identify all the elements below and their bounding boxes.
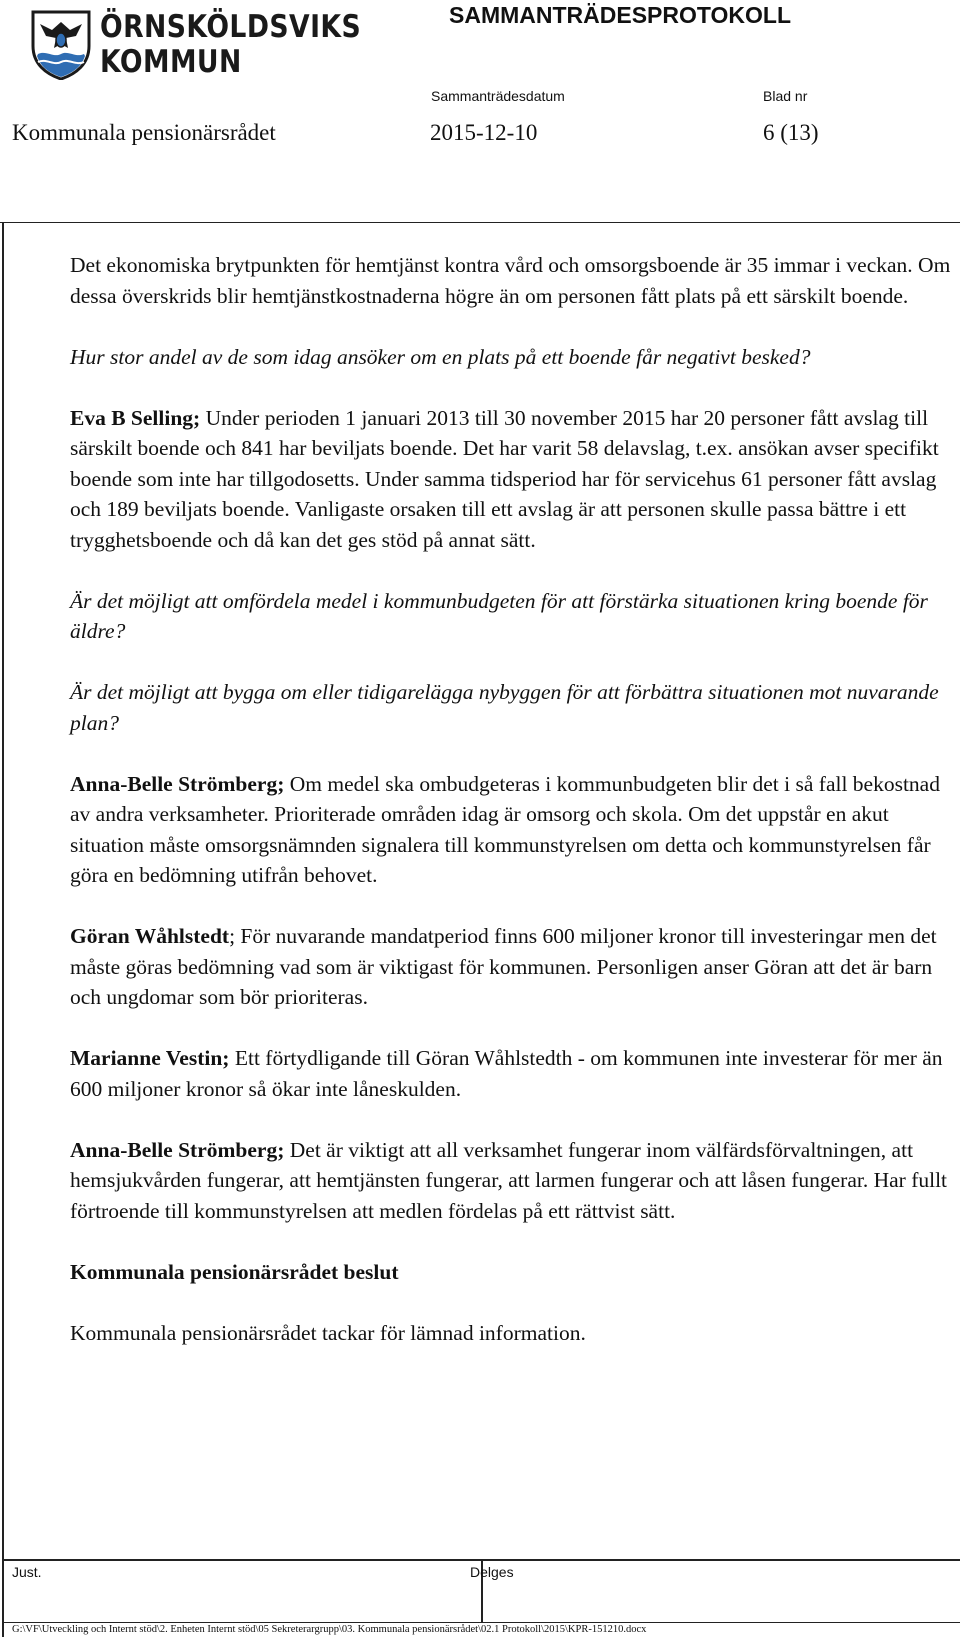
speaker-name: Eva B Selling; bbox=[70, 405, 201, 430]
logo-line-2: KOMMUN bbox=[100, 44, 242, 80]
date-label: Sammanträdesdatum bbox=[431, 88, 565, 104]
delges-label: Delges bbox=[470, 1564, 514, 1580]
minutes-body bbox=[70, 250, 955, 1379]
paragraph: Det ekonomiska brytpunkten för hemtjänst kontra vård och omsorgsboende är 35 immar i veckan. Om dessa överskrids blir hemtjänstkostnaderna högre än om personen fått plats på ett särskilt boende. bbox=[70, 253, 951, 308]
speaker-name: Marianne Vestin; bbox=[70, 1046, 230, 1070]
meeting-date: 2015-12-10 bbox=[430, 120, 538, 145]
logo-line-1: ÖRNSKÖLDSVIKS bbox=[100, 9, 362, 45]
decision-heading: Kommunala pensionärsrådet beslut bbox=[70, 1259, 399, 1284]
logo-wordmark bbox=[100, 10, 361, 80]
statement bbox=[70, 403, 955, 556]
municipality-logo bbox=[30, 9, 362, 82]
statement bbox=[70, 921, 955, 1013]
page-number: 6 (13) bbox=[763, 120, 819, 145]
question: Är det möjligt att bygga om eller tidigarelägga nybyggen för att förbättra situationen mot nuvarande plan? bbox=[70, 680, 939, 735]
statement-text: Under perioden 1 januari 2013 till 30 november 2015 har 20 personer fått avslag till särskilt boende och 841 har beviljats boende. Det har varit 58 delavslag, t.ex. ansökan avser specifikt boende som inte har tillgodosetts. Under samma tidsperiod har för servicehus 61 personer fått avslag och 189 beviljats boende. Vanligaste orsaken till ett avslag är att personen skulle passa bättre i ett trygghetsboende och då kan det ges stöd på annat sätt. bbox=[70, 405, 939, 552]
statement bbox=[70, 769, 955, 891]
file-path: G:\VF\Utveckling och Internt stöd\2. Enheten Internt stöd\05 Sekreterargrupp\03. Kommunala pensionärsrådet\02.1 Protokoll\2015\KPR-151210.docx bbox=[12, 1624, 647, 1635]
statement-text: ; För nuvarande mandatperiod finns 600 miljoner kronor till investeringar men det måste göras bedömning vad som är viktigast för kommunen. Personligen anser Göran att det är barn och ungdomar som bör prioriteras. bbox=[70, 924, 937, 1009]
statement-text: Det är viktigt att all verksamhet fungerar inom välfärdsförvaltningen, att hemsjukvården fungerar, att hemtjänsten fungerar, att larmen fungerar och att låsen fungerar. Har fullt förtroende till kommunstyrelsen att medlen fördelas på ett rättvist sätt. bbox=[70, 1137, 948, 1223]
speaker-name: Anna-Belle Strömberg; bbox=[70, 771, 285, 796]
statement bbox=[70, 1135, 955, 1227]
statement-text: Ett förtydligande till Göran Wåhlstedth - om kommunen inte investerar för mer än 600 miljoner kronor så ökar inte låneskulden. bbox=[70, 1046, 943, 1101]
statement-text: Om medel ska ombudgeteras i kommunbudgeten blir det i så fall bekostnad av andra verksamheter. Prioriterade områden idag är omsorg och skola. Om det uppstår en akut situation måste omsorgsnämnden signalera till kommunstyrelsen om detta och kommunstyrelsen får göra en bedömning utifrån behovet. bbox=[70, 771, 940, 887]
speaker-name: Göran Wåhlstedt bbox=[70, 924, 230, 948]
footer-bottom-border bbox=[2, 1622, 960, 1623]
speaker-name: Anna-Belle Strömberg; bbox=[70, 1137, 285, 1162]
coat-of-arms-icon bbox=[30, 10, 92, 80]
frame-left-border bbox=[2, 222, 4, 1637]
decision-text: Kommunala pensionärsrådet tackar för lämnad information. bbox=[70, 1320, 586, 1345]
page-label: Blad nr bbox=[763, 88, 808, 104]
body-name: Kommunala pensionärsrådet bbox=[12, 120, 276, 145]
statement bbox=[70, 1043, 955, 1104]
document-type: SAMMANTRÄDESPROTOKOLL bbox=[449, 2, 792, 28]
question: Är det möjligt att omfördela medel i kommunbudgeten för att förstärka situationen kring boende för äldre? bbox=[70, 588, 928, 643]
question: Hur stor andel av de som idag ansöker om en plats på ett boende får negativt besked? bbox=[70, 344, 811, 369]
just-label: Just. bbox=[12, 1564, 42, 1580]
